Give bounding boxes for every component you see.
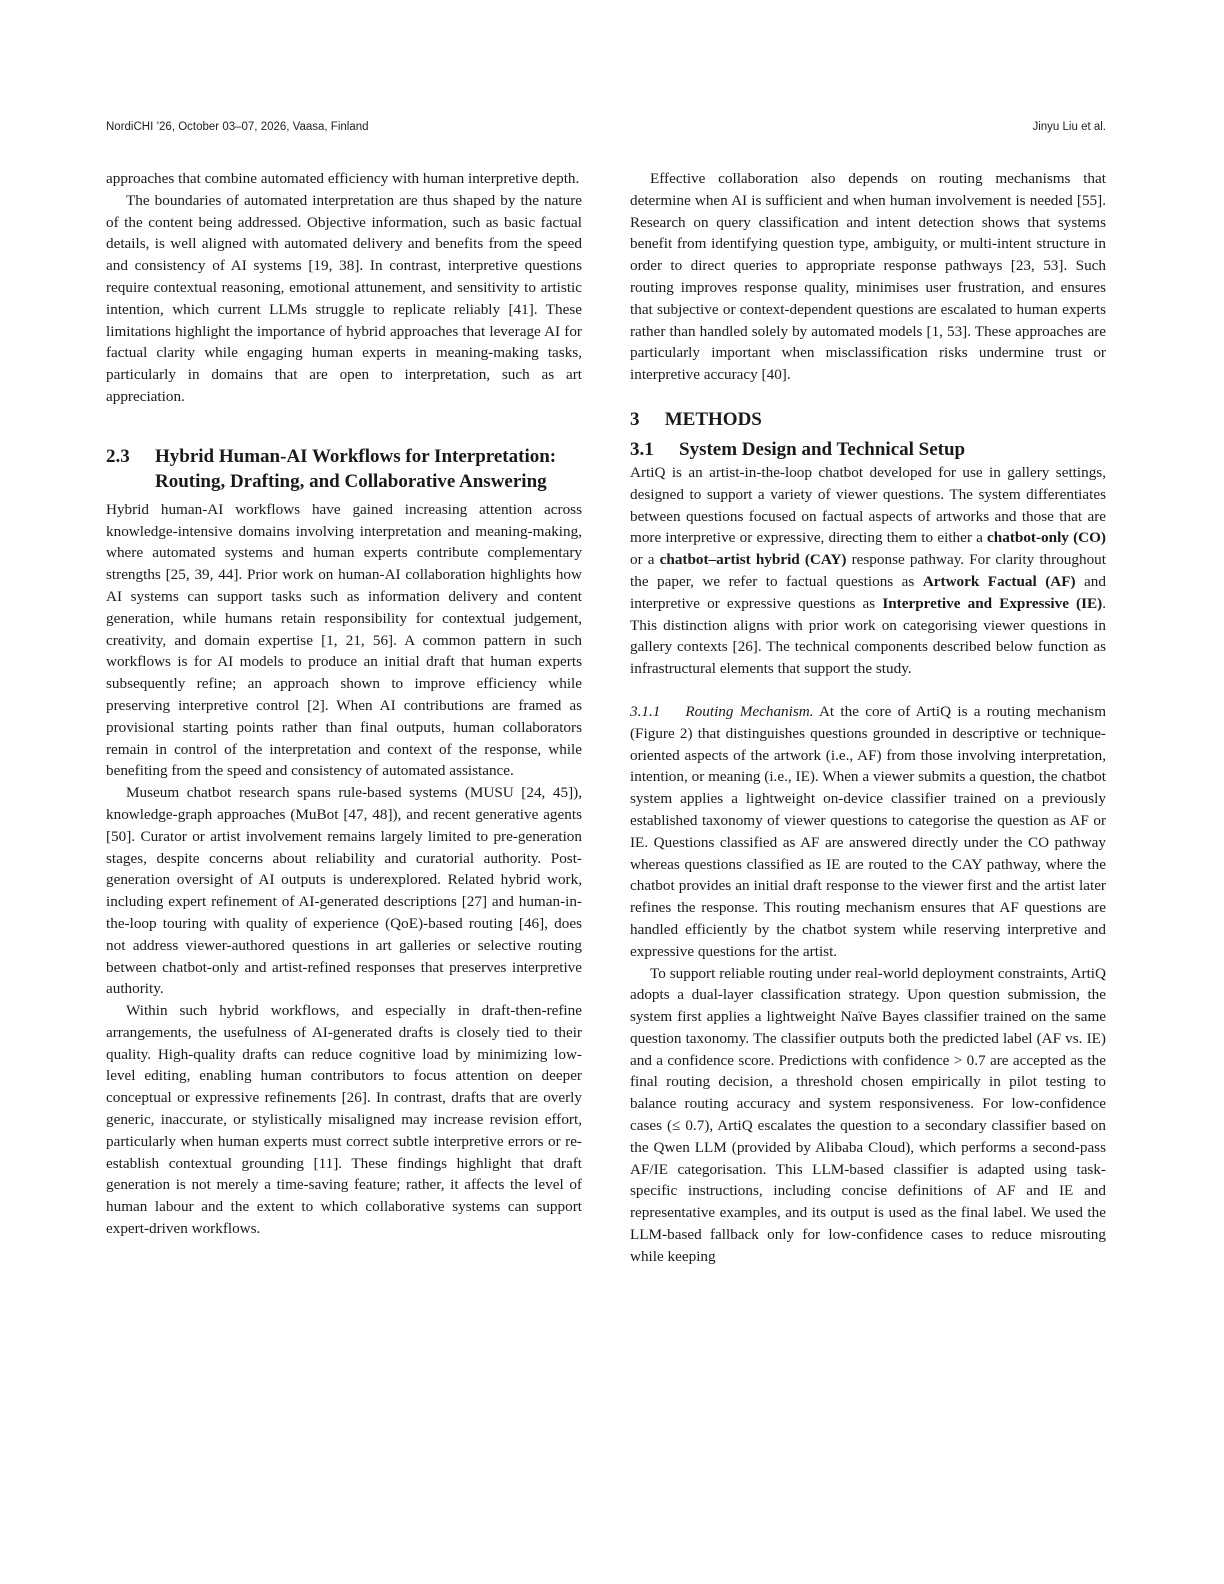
right-column: [630, 168, 1106, 1268]
section-title: METHODS: [664, 408, 762, 430]
paragraph-artiq-overview: ArtiQ is an artist-in-the-loop chatbot developed for use in gallery settings, designed to support a variety of viewer questions. The system differentiates between questions focused on factual aspects of artworks and those that are more interpretive or expressive, directing them to either a chatbot-only (CO) or a chatbot–artist hybrid (CAY) response pathway. For clarity throughout the paper, we refer to factual questions as Artwork Factual (AF) and interpretive or expressive questions as Interpretive and Expressive (IE). This distinction aligns with prior work on categorising viewer questions in gallery contexts [26]. The technical components described below function as infrastructural elements that support the study.: [630, 463, 1107, 678]
header-venue: NordiCHI ’26, October 03–07, 2026, Vaasa, Finland: [106, 121, 369, 133]
paragraph-routing-collaboration: Effective collaboration also depends on routing mechanisms that determine when AI is sufficient and when human involvement is needed [55]. Research on query classification and intent detection shows that systems benefit from identifying question type, ambiguity, or multi-intent structure in order to direct queries to appropriate response pathways [23, 53]. Such routing improves response quality, minimises user frustration, and ensures that subjective or context-dependent questions are escalated to human experts rather than handled solely by automated models [1, 53]. These approaches are particularly important when misclassification risks undermine trust or interpretive accuracy [40].: [630, 170, 1106, 384]
header-authors: Jinyu Liu et al.: [1032, 121, 1106, 133]
section-title: System Design and Technical Setup: [679, 438, 966, 460]
term-artwork-factual: Artwork Factual (AF): [922, 572, 1076, 590]
section-heading-3-1: [630, 437, 1106, 462]
term-interpretive-expressive: Interpretive and Expressive (IE): [882, 594, 1103, 612]
term-chatbot-artist-hybrid: chatbot–artist hybrid (CAY): [659, 551, 847, 569]
section-number: 2.3: [106, 445, 130, 467]
paragraph-routing-mechanism: 3.1.1 Routing Mechanism. At the core of ArtiQ is a routing mechanism (Figure 2) that distinguishes questions grounded in descriptive or technique-oriented aspects of the artwork (i.e., AF) from those involving interpretation, intention, or meaning (i.e., IE). When a viewer submits a question, the chatbot system applies a lightweight on-device classifier trained on a previously established taxonomy of viewer questions to categorise the question as AF or IE. Questions classified as AF are answered directly under the CO pathway whereas questions classified as IE are routed to the CAY pathway, where the chatbot provides an initial draft response to the viewer first and the artist later refines the response. This routing mechanism ensures that AF questions are handled efficiently by the chatbot system while reserving interpretive and expressive questions for the artist.: [630, 702, 1107, 960]
section-heading-3: [630, 407, 1106, 432]
section-number: 3.1: [630, 438, 654, 460]
paragraph-continuation: approaches that combine automated efficiency with human interpretive depth.: [106, 170, 580, 187]
subsubsection-heading-3-1-1: 3.1.1 Routing Mechanism.: [630, 702, 814, 720]
term-chatbot-only: chatbot-only (CO): [987, 529, 1106, 547]
section-heading-2-3: [106, 444, 582, 494]
paragraph-dual-layer-classification: To support reliable routing under real-world deployment constraints, ArtiQ adopts a dual-layer classification strategy. Upon question submission, the system first applies a lightweight Naïve Bayes classifier trained on the same question taxonomy. The classifier outputs both the predicted label (AF vs. IE) and a confidence score. Predictions with confidence > 0.7 are accepted as the final routing decision, a threshold chosen empirically in pilot testing to balance routing accuracy and system responsiveness. For low-confidence cases (≤ 0.7), ArtiQ escalates the question to a secondary classifier based on the Qwen LLM (provided by Alibaba Cloud), which performs a second-pass AF/IE categorisation. This LLM-based classifier is adapted using task-specific instructions, including concise definitions of AF and IE and representative examples, and its output is used as the final label. We used the LLM-based fallback only for low-confidence cases to reduce misrouting while keeping: [630, 964, 1106, 1265]
section-title: Hybrid Human-AI Workflows for Interpretation: Routing, Drafting, and Collaborative Answering: [155, 445, 557, 492]
running-header: [106, 121, 1106, 137]
paragraph-hybrid-workflows: Hybrid human-AI workflows have gained increasing attention across knowledge-intensive domains involving interpretation and meaning-making, where automated systems and human experts contribute complementary strengths [25, 39, 44]. Prior work on human-AI collaboration highlights how AI systems can support tasks such as information delivery and content generation, while humans retain responsibility for contextual judgement, creativity, and domain expertise [1, 21, 56]. A common pattern in such workflows is for AI models to produce an initial draft that human experts subsequently refine; an approach shown to improve efficiency while preserving interpretive control [2]. When AI contributions are framed as provisional starting points rather than final outputs, human collaborators remain in control of the interpretation and context of the response, while benefiting from the speed and consistency of automated assistance.: [106, 500, 582, 780]
paragraph-draft-quality: Within such hybrid workflows, and especially in draft-then-refine arrangements, the usefulness of AI-generated drafts is closely tied to their quality. High-quality drafts can reduce cognitive load by minimizing low-level editing, enabling human contributors to focus attention on deeper conceptual or expressive refinements [26]. In contrast, drafts that are overly generic, inaccurate, or stylistically misaligned may increase revision effort, particularly when human experts must correct subtle interpretive errors or re-establish contextual grounding [11]. These findings highlight that draft generation is not merely a time-saving feature; rather, it affects the level of human labour and the extent to which collaborative systems can support expert-driven workflows.: [106, 1002, 582, 1238]
paragraph-museum-chatbots: Museum chatbot research spans rule-based systems (MUSU [24, 45]), knowledge-graph approaches (MuBot [47, 48]), and recent generative agents [50]. Curator or artist involvement remains largely limited to pre-generation stages, despite concerns about reliability and curatorial authority. Post-generation oversight of AI outputs is underexplored. Related hybrid work, including expert refinement of AI-generated descriptions [27] and human-in-the-loop touring with quality of experience (QoE)-based routing [46], does not address viewer-authored questions in art galleries or selective routing between chatbot-only and artist-refined responses that preserves interpretive authority.: [106, 784, 582, 998]
paragraph-boundaries: The boundaries of automated interpretation are thus shaped by the nature of the content being addressed. Objective information, such as basic factual details, is well aligned with automated delivery and benefits from the speed and consistency of AI systems [19, 38]. In contrast, interpretive questions require contextual reasoning, emotional attunement, and sensitivity to artistic intention, which current LLMs struggle to replicate reliably [41]. These limitations highlight the importance of hybrid approaches that leverage AI for factual clarity while engaging human experts in meaning-making tasks, particularly in domains that are open to interpretation, such as art appreciation.: [106, 191, 582, 405]
left-column: [106, 168, 582, 1240]
section-number: 3: [630, 408, 640, 430]
